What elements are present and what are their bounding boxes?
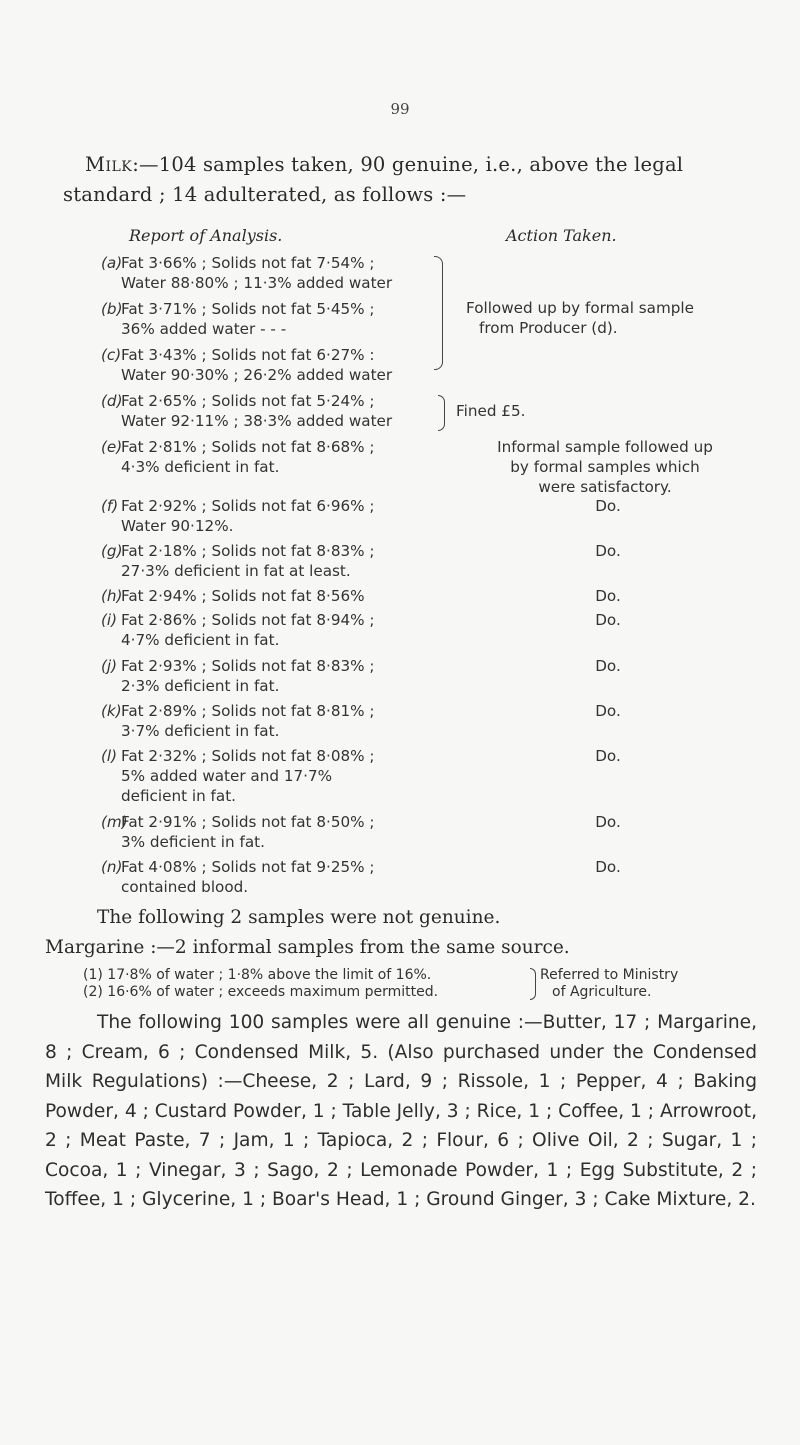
entry-line: Water 88·80% ; 11·3% added water bbox=[121, 274, 393, 292]
entry-label: (d) bbox=[101, 392, 123, 410]
genuine-samples-paragraph: The following 100 samples were all genuine :—Butter, 17 ; Margarine, 8 ; Cream, 6 ; Condensed Milk, 5. (Also purchased under the Condensed Milk Regulations) :—Cheese, 2 ; Lard, 9 ; Rissole, 1 ; Pepper, 4 ; Baking Powder, 4 ; Custard Powder, 1 ; Table Jelly, 3 ; Rice, 1 ; Coffee, 1 ; Arrowroot, 2 ; Meat Paste, 7 ; Jam, 1 ; Tapioca, 2 ; Flour, 6 ; Olive Oil, 2 ; Sugar, 1 ; Cocoa, 1 ; Vinegar, 3 ; Sago, 2 ; Lemonade Powder, 1 ; Egg Substitute, 2 ; Toffee, 1 ; Glycerine, 1 ; Boar's Head, 1 ; Ground Ginger, 3 ; Cake Mixture, 2. bbox=[45, 1012, 757, 1210]
entry-label: (g) bbox=[101, 542, 123, 560]
entry-label: (a) bbox=[101, 254, 123, 272]
entry-line: Water 90·30% ; 26·2% added water bbox=[121, 366, 393, 384]
entry-n bbox=[101, 857, 441, 897]
margarine-action-line-1: Referred to Ministry bbox=[540, 967, 679, 983]
intro-line-2: standard ; 14 adulterated, as follows :— bbox=[63, 183, 467, 206]
entry-line: Water 92·11% ; 38·3% added water bbox=[121, 412, 393, 430]
entry-m bbox=[101, 812, 441, 852]
action-k: Do. bbox=[595, 702, 621, 720]
brace-margarine bbox=[530, 968, 536, 1000]
entry-line: 36% added water - - - bbox=[121, 320, 287, 338]
action-j: Do. bbox=[595, 657, 621, 675]
action-header: Action Taken. bbox=[506, 226, 617, 245]
entry-label: (c) bbox=[101, 346, 122, 364]
entry-line: Fat 2·32% ; Solids not fat 8·08% ; bbox=[121, 747, 375, 765]
entry-label: (m) bbox=[101, 813, 128, 831]
brace-abc bbox=[434, 256, 443, 370]
action-line: Followed up by formal sample bbox=[466, 299, 694, 317]
brace-d bbox=[438, 395, 445, 431]
entry-line: Fat 2·93% ; Solids not fat 8·83% ; bbox=[121, 657, 375, 675]
entry-k bbox=[101, 701, 441, 741]
margarine-item-1: (1) 17·8% of water ; 1·8% above the limit of 16%. bbox=[83, 967, 432, 983]
entry-c bbox=[101, 345, 441, 385]
entry-label: (e) bbox=[101, 438, 123, 456]
action-abc bbox=[466, 298, 694, 338]
action-h: Do. bbox=[595, 587, 621, 605]
entry-label: (k) bbox=[101, 702, 122, 720]
entry-line: Fat 2·91% ; Solids not fat 8·50% ; bbox=[121, 813, 375, 831]
entry-line: Fat 2·86% ; Solids not fat 8·94% ; bbox=[121, 611, 375, 629]
entry-line: 27·3% deficient in fat at least. bbox=[121, 562, 351, 580]
entry-e bbox=[101, 437, 441, 477]
entry-line: deficient in fat. bbox=[121, 787, 236, 805]
entry-line: Fat 2·18% ; Solids not fat 8·83% ; bbox=[121, 542, 375, 560]
entry-label: (f) bbox=[101, 497, 119, 515]
entry-label: (h) bbox=[101, 587, 123, 605]
entry-line: Fat 4·08% ; Solids not fat 9·25% ; bbox=[121, 858, 375, 876]
entry-line: 3% deficient in fat. bbox=[121, 833, 265, 851]
intro-line-1-text: :—104 samples taken, 90 genuine, i.e., above the legal bbox=[132, 153, 684, 176]
action-g: Do. bbox=[595, 542, 621, 560]
intro-line-1 bbox=[85, 150, 735, 180]
action-line: Informal sample followed up bbox=[497, 438, 713, 456]
entry-label: (l) bbox=[101, 747, 118, 765]
entry-label: (i) bbox=[101, 611, 118, 629]
action-line: by formal samples which bbox=[510, 458, 700, 476]
action-i: Do. bbox=[595, 611, 621, 629]
action-line: from Producer (d). bbox=[479, 319, 618, 337]
margarine-line: Margarine :—2 informal samples from the same source. bbox=[45, 937, 570, 958]
entry-a bbox=[101, 253, 441, 293]
page-number: 99 bbox=[390, 100, 410, 118]
entry-line: Fat 2·92% ; Solids not fat 6·96% ; bbox=[121, 497, 375, 515]
entry-line: 4·7% deficient in fat. bbox=[121, 631, 280, 649]
entry-d bbox=[101, 391, 441, 431]
action-d: Fined £5. bbox=[456, 402, 526, 420]
entry-line: Fat 2·81% ; Solids not fat 8·68% ; bbox=[121, 438, 375, 456]
entry-line: Fat 3·66% ; Solids not fat 7·54% ; bbox=[121, 254, 375, 272]
entry-line: contained blood. bbox=[121, 878, 249, 896]
report-header: Report of Analysis. bbox=[129, 226, 283, 245]
entry-g bbox=[101, 541, 441, 581]
entry-label: (n) bbox=[101, 858, 123, 876]
entry-line: Fat 2·65% ; Solids not fat 5·24% ; bbox=[121, 392, 375, 410]
entry-j bbox=[101, 656, 441, 696]
entry-line: Water 90·12%. bbox=[121, 517, 234, 535]
margarine-action-line-2: of Agriculture. bbox=[552, 984, 652, 1000]
milk-intro bbox=[63, 150, 735, 210]
entry-line: 2·3% deficient in fat. bbox=[121, 677, 280, 695]
action-line: were satisfactory. bbox=[538, 478, 672, 496]
action-f: Do. bbox=[595, 497, 621, 515]
entry-label: (j) bbox=[101, 657, 118, 675]
entry-line: Fat 3·71% ; Solids not fat 5·45% ; bbox=[121, 300, 375, 318]
entry-line: Fat 2·94% ; Solids not fat 8·56% bbox=[121, 587, 365, 605]
action-m: Do. bbox=[595, 813, 621, 831]
entry-b bbox=[101, 299, 441, 339]
entry-line: 5% added water and 17·7% bbox=[121, 767, 333, 785]
action-n: Do. bbox=[595, 858, 621, 876]
entry-l bbox=[101, 746, 441, 806]
entry-label: (b) bbox=[101, 300, 123, 318]
margarine-item-2: (2) 16·6% of water ; exceeds maximum permitted. bbox=[83, 984, 439, 1000]
entry-f bbox=[101, 496, 441, 536]
entry-line: Fat 2·89% ; Solids not fat 8·81% ; bbox=[121, 702, 375, 720]
milk-label: Milk bbox=[85, 153, 133, 176]
entry-line: 4·3% deficient in fat. bbox=[121, 458, 280, 476]
entry-i bbox=[101, 610, 441, 650]
entry-line: Fat 3·43% ; Solids not fat 6·27% : bbox=[121, 346, 375, 364]
action-l: Do. bbox=[595, 747, 621, 765]
not-genuine-line: The following 2 samples were not genuine. bbox=[97, 907, 501, 928]
action-e bbox=[465, 437, 745, 497]
entry-h bbox=[101, 586, 441, 606]
entry-line: 3·7% deficient in fat. bbox=[121, 722, 280, 740]
